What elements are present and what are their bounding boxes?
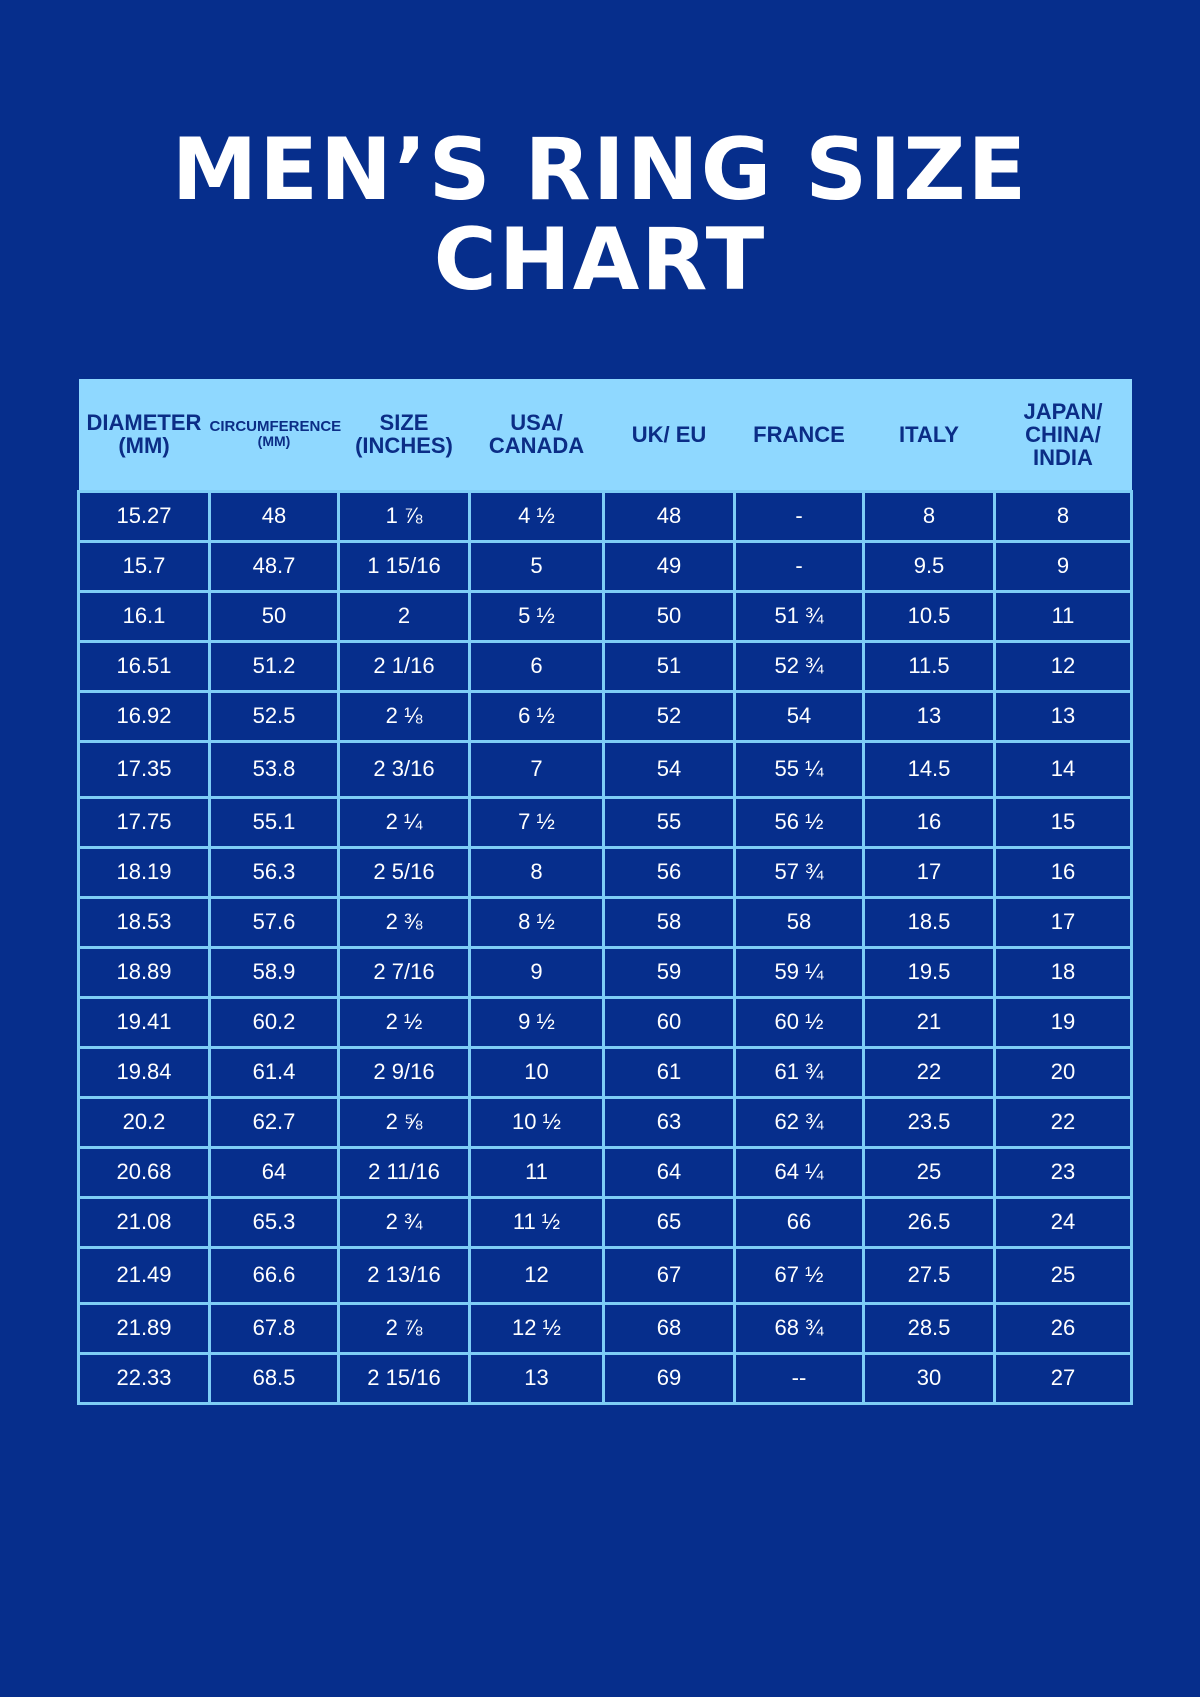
table-row: [79, 897, 1132, 947]
header-label-line: SIZE: [379, 410, 429, 436]
header-label-line: INDIA: [1033, 444, 1093, 470]
cell-size-inches: 2 ⅞: [339, 1303, 470, 1353]
header-label-line: DIAMETER: [86, 410, 202, 436]
cell-size-inches: 2 15/16: [339, 1353, 470, 1403]
cell-circumference: 58.9: [210, 947, 339, 997]
header-usa-canada: [470, 379, 604, 491]
cell-japan-china-india: 14: [995, 741, 1132, 797]
cell-france: 52 ¾: [735, 641, 864, 691]
cell-size-inches: 1 15/16: [339, 541, 470, 591]
cell-size-inches: 2 1/16: [339, 641, 470, 691]
cell-france: --: [735, 1353, 864, 1403]
table-row: [79, 1097, 1132, 1147]
cell-usa-canada: 5: [470, 541, 604, 591]
cell-circumference: 48.7: [210, 541, 339, 591]
cell-italy: 19.5: [864, 947, 995, 997]
cell-circumference: 57.6: [210, 897, 339, 947]
cell-japan-china-india: 20: [995, 1047, 1132, 1097]
cell-circumference: 50: [210, 591, 339, 641]
cell-size-inches: 2 13/16: [339, 1247, 470, 1303]
cell-size-inches: 2 ¾: [339, 1197, 470, 1247]
header-row: [79, 379, 1132, 491]
cell-uk-eu: 65: [604, 1197, 735, 1247]
cell-italy: 30: [864, 1353, 995, 1403]
header-label-line: JAPAN/: [1023, 398, 1103, 424]
cell-italy: 10.5: [864, 591, 995, 641]
table-row: [79, 641, 1132, 691]
cell-france: 58: [735, 897, 864, 947]
cell-circumference: 66.6: [210, 1247, 339, 1303]
cell-size-inches: 2 ⅜: [339, 897, 470, 947]
cell-usa-canada: 7 ½: [470, 797, 604, 847]
cell-uk-eu: 64: [604, 1147, 735, 1197]
cell-uk-eu: 52: [604, 691, 735, 741]
cell-italy: 13: [864, 691, 995, 741]
cell-circumference: 53.8: [210, 741, 339, 797]
cell-circumference: 56.3: [210, 847, 339, 897]
table-row: [79, 491, 1132, 541]
cell-circumference: 51.2: [210, 641, 339, 691]
cell-japan-china-india: 25: [995, 1247, 1132, 1303]
header-france: [735, 379, 864, 491]
table-row: [79, 541, 1132, 591]
cell-diameter: 18.53: [79, 897, 210, 947]
cell-circumference: 55.1: [210, 797, 339, 847]
cell-diameter: 18.89: [79, 947, 210, 997]
cell-uk-eu: 58: [604, 897, 735, 947]
cell-usa-canada: 9: [470, 947, 604, 997]
cell-diameter: 15.7: [79, 541, 210, 591]
cell-size-inches: 2 9/16: [339, 1047, 470, 1097]
table-row: [79, 741, 1132, 797]
cell-france: 56 ½: [735, 797, 864, 847]
cell-uk-eu: 51: [604, 641, 735, 691]
cell-france: 61 ¾: [735, 1047, 864, 1097]
cell-diameter: 17.35: [79, 741, 210, 797]
cell-uk-eu: 60: [604, 997, 735, 1047]
cell-japan-china-india: 16: [995, 847, 1132, 897]
cell-japan-china-india: 19: [995, 997, 1132, 1047]
table-row: [79, 1197, 1132, 1247]
cell-circumference: 48: [210, 491, 339, 541]
cell-diameter: 15.27: [79, 491, 210, 541]
table-header: [79, 379, 1132, 491]
cell-italy: 18.5: [864, 897, 995, 947]
header-italy: [864, 379, 995, 491]
table-row: [79, 1353, 1132, 1403]
title-line-2: CHART: [433, 210, 767, 310]
header-label-line: FRANCE: [753, 421, 845, 447]
cell-uk-eu: 68: [604, 1303, 735, 1353]
cell-italy: 16: [864, 797, 995, 847]
table-row: [79, 797, 1132, 847]
cell-japan-china-india: 27: [995, 1353, 1132, 1403]
header-label-line: CANADA: [488, 433, 585, 459]
cell-circumference: 67.8: [210, 1303, 339, 1353]
cell-france: -: [735, 491, 864, 541]
cell-usa-canada: 6: [470, 641, 604, 691]
cell-italy: 27.5: [864, 1247, 995, 1303]
header-label-line: UK/ EU: [631, 421, 707, 447]
table-row: [79, 947, 1132, 997]
cell-diameter: 17.75: [79, 797, 210, 847]
cell-size-inches: 2 5/16: [339, 847, 470, 897]
cell-usa-canada: 5 ½: [470, 591, 604, 641]
cell-italy: 22: [864, 1047, 995, 1097]
cell-uk-eu: 69: [604, 1353, 735, 1403]
cell-uk-eu: 49: [604, 541, 735, 591]
header-label-line: CHINA/: [1025, 421, 1101, 447]
cell-france: 66: [735, 1197, 864, 1247]
cell-italy: 9.5: [864, 541, 995, 591]
cell-japan-china-india: 26: [995, 1303, 1132, 1353]
header-label-line: (INCHES): [355, 433, 453, 459]
cell-size-inches: 2 3/16: [339, 741, 470, 797]
cell-france: 59 ¼: [735, 947, 864, 997]
cell-japan-china-india: 12: [995, 641, 1132, 691]
cell-usa-canada: 9 ½: [470, 997, 604, 1047]
cell-usa-canada: 10: [470, 1047, 604, 1097]
cell-italy: 26.5: [864, 1197, 995, 1247]
cell-usa-canada: 4 ½: [470, 491, 604, 541]
cell-circumference: 65.3: [210, 1197, 339, 1247]
cell-uk-eu: 67: [604, 1247, 735, 1303]
cell-japan-china-india: 15: [995, 797, 1132, 847]
cell-size-inches: 1 ⅞: [339, 491, 470, 541]
cell-diameter: 21.08: [79, 1197, 210, 1247]
cell-usa-canada: 8 ½: [470, 897, 604, 947]
cell-diameter: 18.19: [79, 847, 210, 897]
cell-france: 55 ¼: [735, 741, 864, 797]
cell-usa-canada: 7: [470, 741, 604, 797]
cell-diameter: 16.51: [79, 641, 210, 691]
header-label-line: (MM): [118, 433, 170, 459]
cell-diameter: 19.41: [79, 997, 210, 1047]
cell-italy: 23.5: [864, 1097, 995, 1147]
cell-diameter: 22.33: [79, 1353, 210, 1403]
table-row: [79, 1047, 1132, 1097]
cell-uk-eu: 48: [604, 491, 735, 541]
table-row: [79, 1147, 1132, 1197]
header-label-line: USA/: [510, 410, 563, 436]
cell-france: 57 ¾: [735, 847, 864, 897]
table-row: [79, 691, 1132, 741]
cell-italy: 11.5: [864, 641, 995, 691]
header-circumference: [209, 379, 342, 491]
header-size-inches: [339, 379, 470, 491]
cell-usa-canada: 12 ½: [470, 1303, 604, 1353]
cell-italy: 28.5: [864, 1303, 995, 1353]
cell-japan-china-india: 13: [995, 691, 1132, 741]
cell-diameter: 19.84: [79, 1047, 210, 1097]
cell-diameter: 16.1: [79, 591, 210, 641]
cell-uk-eu: 54: [604, 741, 735, 797]
cell-japan-china-india: 24: [995, 1197, 1132, 1247]
header-label-line: ITALY: [899, 421, 959, 447]
cell-france: 62 ¾: [735, 1097, 864, 1147]
cell-uk-eu: 59: [604, 947, 735, 997]
cell-france: 64 ¼: [735, 1147, 864, 1197]
cell-diameter: 21.89: [79, 1303, 210, 1353]
header-japan-china-india: [995, 379, 1132, 491]
cell-usa-canada: 13: [470, 1353, 604, 1403]
cell-france: 51 ¾: [735, 591, 864, 641]
cell-circumference: 52.5: [210, 691, 339, 741]
ring-size-table-container: [77, 379, 1130, 1405]
cell-france: -: [735, 541, 864, 591]
page-title: [0, 120, 1200, 310]
cell-france: 60 ½: [735, 997, 864, 1047]
cell-usa-canada: 10 ½: [470, 1097, 604, 1147]
cell-usa-canada: 12: [470, 1247, 604, 1303]
cell-france: 67 ½: [735, 1247, 864, 1303]
cell-circumference: 64: [210, 1147, 339, 1197]
cell-diameter: 16.92: [79, 691, 210, 741]
cell-usa-canada: 8: [470, 847, 604, 897]
cell-size-inches: 2 ½: [339, 997, 470, 1047]
header-label-line: (MM): [257, 433, 291, 450]
title-line-1: MEN’S RING SIZE: [171, 120, 1029, 220]
cell-uk-eu: 50: [604, 591, 735, 641]
header-label-line: CIRCUMFERENCE: [209, 418, 342, 436]
cell-usa-canada: 11: [470, 1147, 604, 1197]
cell-size-inches: 2 ⅝: [339, 1097, 470, 1147]
header-uk-eu: [604, 379, 735, 491]
cell-uk-eu: 56: [604, 847, 735, 897]
cell-italy: 21: [864, 997, 995, 1047]
cell-japan-china-india: 9: [995, 541, 1132, 591]
cell-usa-canada: 11 ½: [470, 1197, 604, 1247]
cell-circumference: 60.2: [210, 997, 339, 1047]
table-row: [79, 1303, 1132, 1353]
table-row: [79, 1247, 1132, 1303]
cell-japan-china-india: 8: [995, 491, 1132, 541]
cell-diameter: 20.2: [79, 1097, 210, 1147]
table-row: [79, 591, 1132, 641]
table-body: [79, 491, 1132, 1403]
cell-japan-china-india: 11: [995, 591, 1132, 641]
cell-japan-china-india: 18: [995, 947, 1132, 997]
cell-size-inches: 2 ⅛: [339, 691, 470, 741]
cell-italy: 8: [864, 491, 995, 541]
header-diameter: [79, 379, 210, 491]
cell-circumference: 68.5: [210, 1353, 339, 1403]
ring-size-table: [77, 379, 1133, 1405]
cell-usa-canada: 6 ½: [470, 691, 604, 741]
cell-uk-eu: 55: [604, 797, 735, 847]
cell-uk-eu: 61: [604, 1047, 735, 1097]
cell-size-inches: 2 11/16: [339, 1147, 470, 1197]
cell-italy: 14.5: [864, 741, 995, 797]
cell-circumference: 61.4: [210, 1047, 339, 1097]
cell-size-inches: 2: [339, 591, 470, 641]
cell-italy: 17: [864, 847, 995, 897]
cell-diameter: 21.49: [79, 1247, 210, 1303]
cell-france: 68 ¾: [735, 1303, 864, 1353]
cell-france: 54: [735, 691, 864, 741]
cell-japan-china-india: 22: [995, 1097, 1132, 1147]
cell-italy: 25: [864, 1147, 995, 1197]
cell-uk-eu: 63: [604, 1097, 735, 1147]
cell-size-inches: 2 7/16: [339, 947, 470, 997]
cell-japan-china-india: 17: [995, 897, 1132, 947]
cell-japan-china-india: 23: [995, 1147, 1132, 1197]
cell-diameter: 20.68: [79, 1147, 210, 1197]
table-row: [79, 997, 1132, 1047]
cell-circumference: 62.7: [210, 1097, 339, 1147]
cell-size-inches: 2 ¼: [339, 797, 470, 847]
table-row: [79, 847, 1132, 897]
